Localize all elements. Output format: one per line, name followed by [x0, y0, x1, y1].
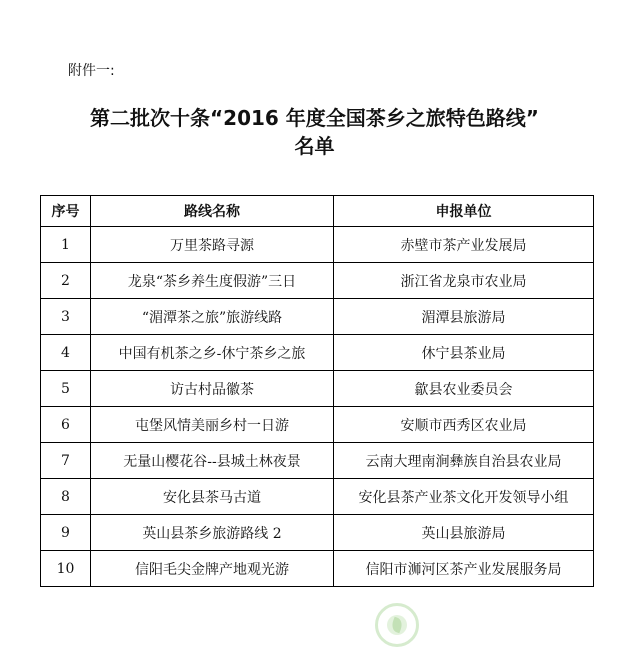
row-route-name: 访古村品徽茶 — [91, 371, 334, 407]
row-applicant: 歙县农业委员会 — [334, 371, 594, 407]
table-row — [41, 551, 594, 587]
row-applicant: 信阳市浉河区茶产业发展服务局 — [334, 551, 594, 587]
row-index: 6 — [41, 407, 91, 443]
row-applicant: 浙江省龙泉市农业局 — [334, 263, 594, 299]
row-route-name: “湄潭茶之旅”旅游线路 — [91, 299, 334, 335]
table-row — [41, 371, 594, 407]
row-index: 10 — [41, 551, 91, 587]
header-index: 序号 — [41, 196, 91, 227]
row-applicant: 赤壁市茶产业发展局 — [334, 227, 594, 263]
table-row — [41, 227, 594, 263]
row-applicant: 云南大理南涧彝族自治县农业局 — [334, 443, 594, 479]
table-row — [41, 443, 594, 479]
row-route-name: 安化县茶马古道 — [91, 479, 334, 515]
row-route-name: 无量山樱花谷--县城土林夜景 — [91, 443, 334, 479]
row-index: 7 — [41, 443, 91, 479]
table-row — [41, 407, 594, 443]
row-route-name: 英山县茶乡旅游路线 2 — [91, 515, 334, 551]
row-index: 1 — [41, 227, 91, 263]
title-line-1: 第二批次十条“2016 年度全国茶乡之旅特色路线” — [90, 106, 539, 130]
row-index: 2 — [41, 263, 91, 299]
row-index: 8 — [41, 479, 91, 515]
table-row — [41, 515, 594, 551]
title-line-2: 名单 — [294, 134, 335, 158]
row-applicant: 湄潭县旅游局 — [334, 299, 594, 335]
table-row — [41, 263, 594, 299]
table-row — [41, 335, 594, 371]
row-applicant: 安化县茶产业茶文化开发领导小组 — [334, 479, 594, 515]
attachment-label: 附件一: — [68, 63, 115, 79]
table-row — [41, 299, 594, 335]
header-route-name: 路线名称 — [91, 196, 334, 227]
document-title — [0, 104, 629, 160]
table-header-row — [41, 196, 594, 227]
routes-table — [40, 195, 594, 587]
row-route-name: 信阳毛尖金牌产地观光游 — [91, 551, 334, 587]
row-applicant: 安顺市西秀区农业局 — [334, 407, 594, 443]
row-route-name: 龙泉“茶乡养生度假游”三日 — [91, 263, 334, 299]
tea-leaf-seal-icon — [375, 603, 419, 647]
row-index: 4 — [41, 335, 91, 371]
row-route-name: 屯堡风情美丽乡村一日游 — [91, 407, 334, 443]
row-index: 5 — [41, 371, 91, 407]
header-applicant: 申报单位 — [334, 196, 594, 227]
table-row — [41, 479, 594, 515]
row-route-name: 中国有机茶之乡-休宁茶乡之旅 — [91, 335, 334, 371]
row-index: 9 — [41, 515, 91, 551]
row-route-name: 万里茶路寻源 — [91, 227, 334, 263]
row-applicant: 休宁县茶业局 — [334, 335, 594, 371]
row-index: 3 — [41, 299, 91, 335]
row-applicant: 英山县旅游局 — [334, 515, 594, 551]
